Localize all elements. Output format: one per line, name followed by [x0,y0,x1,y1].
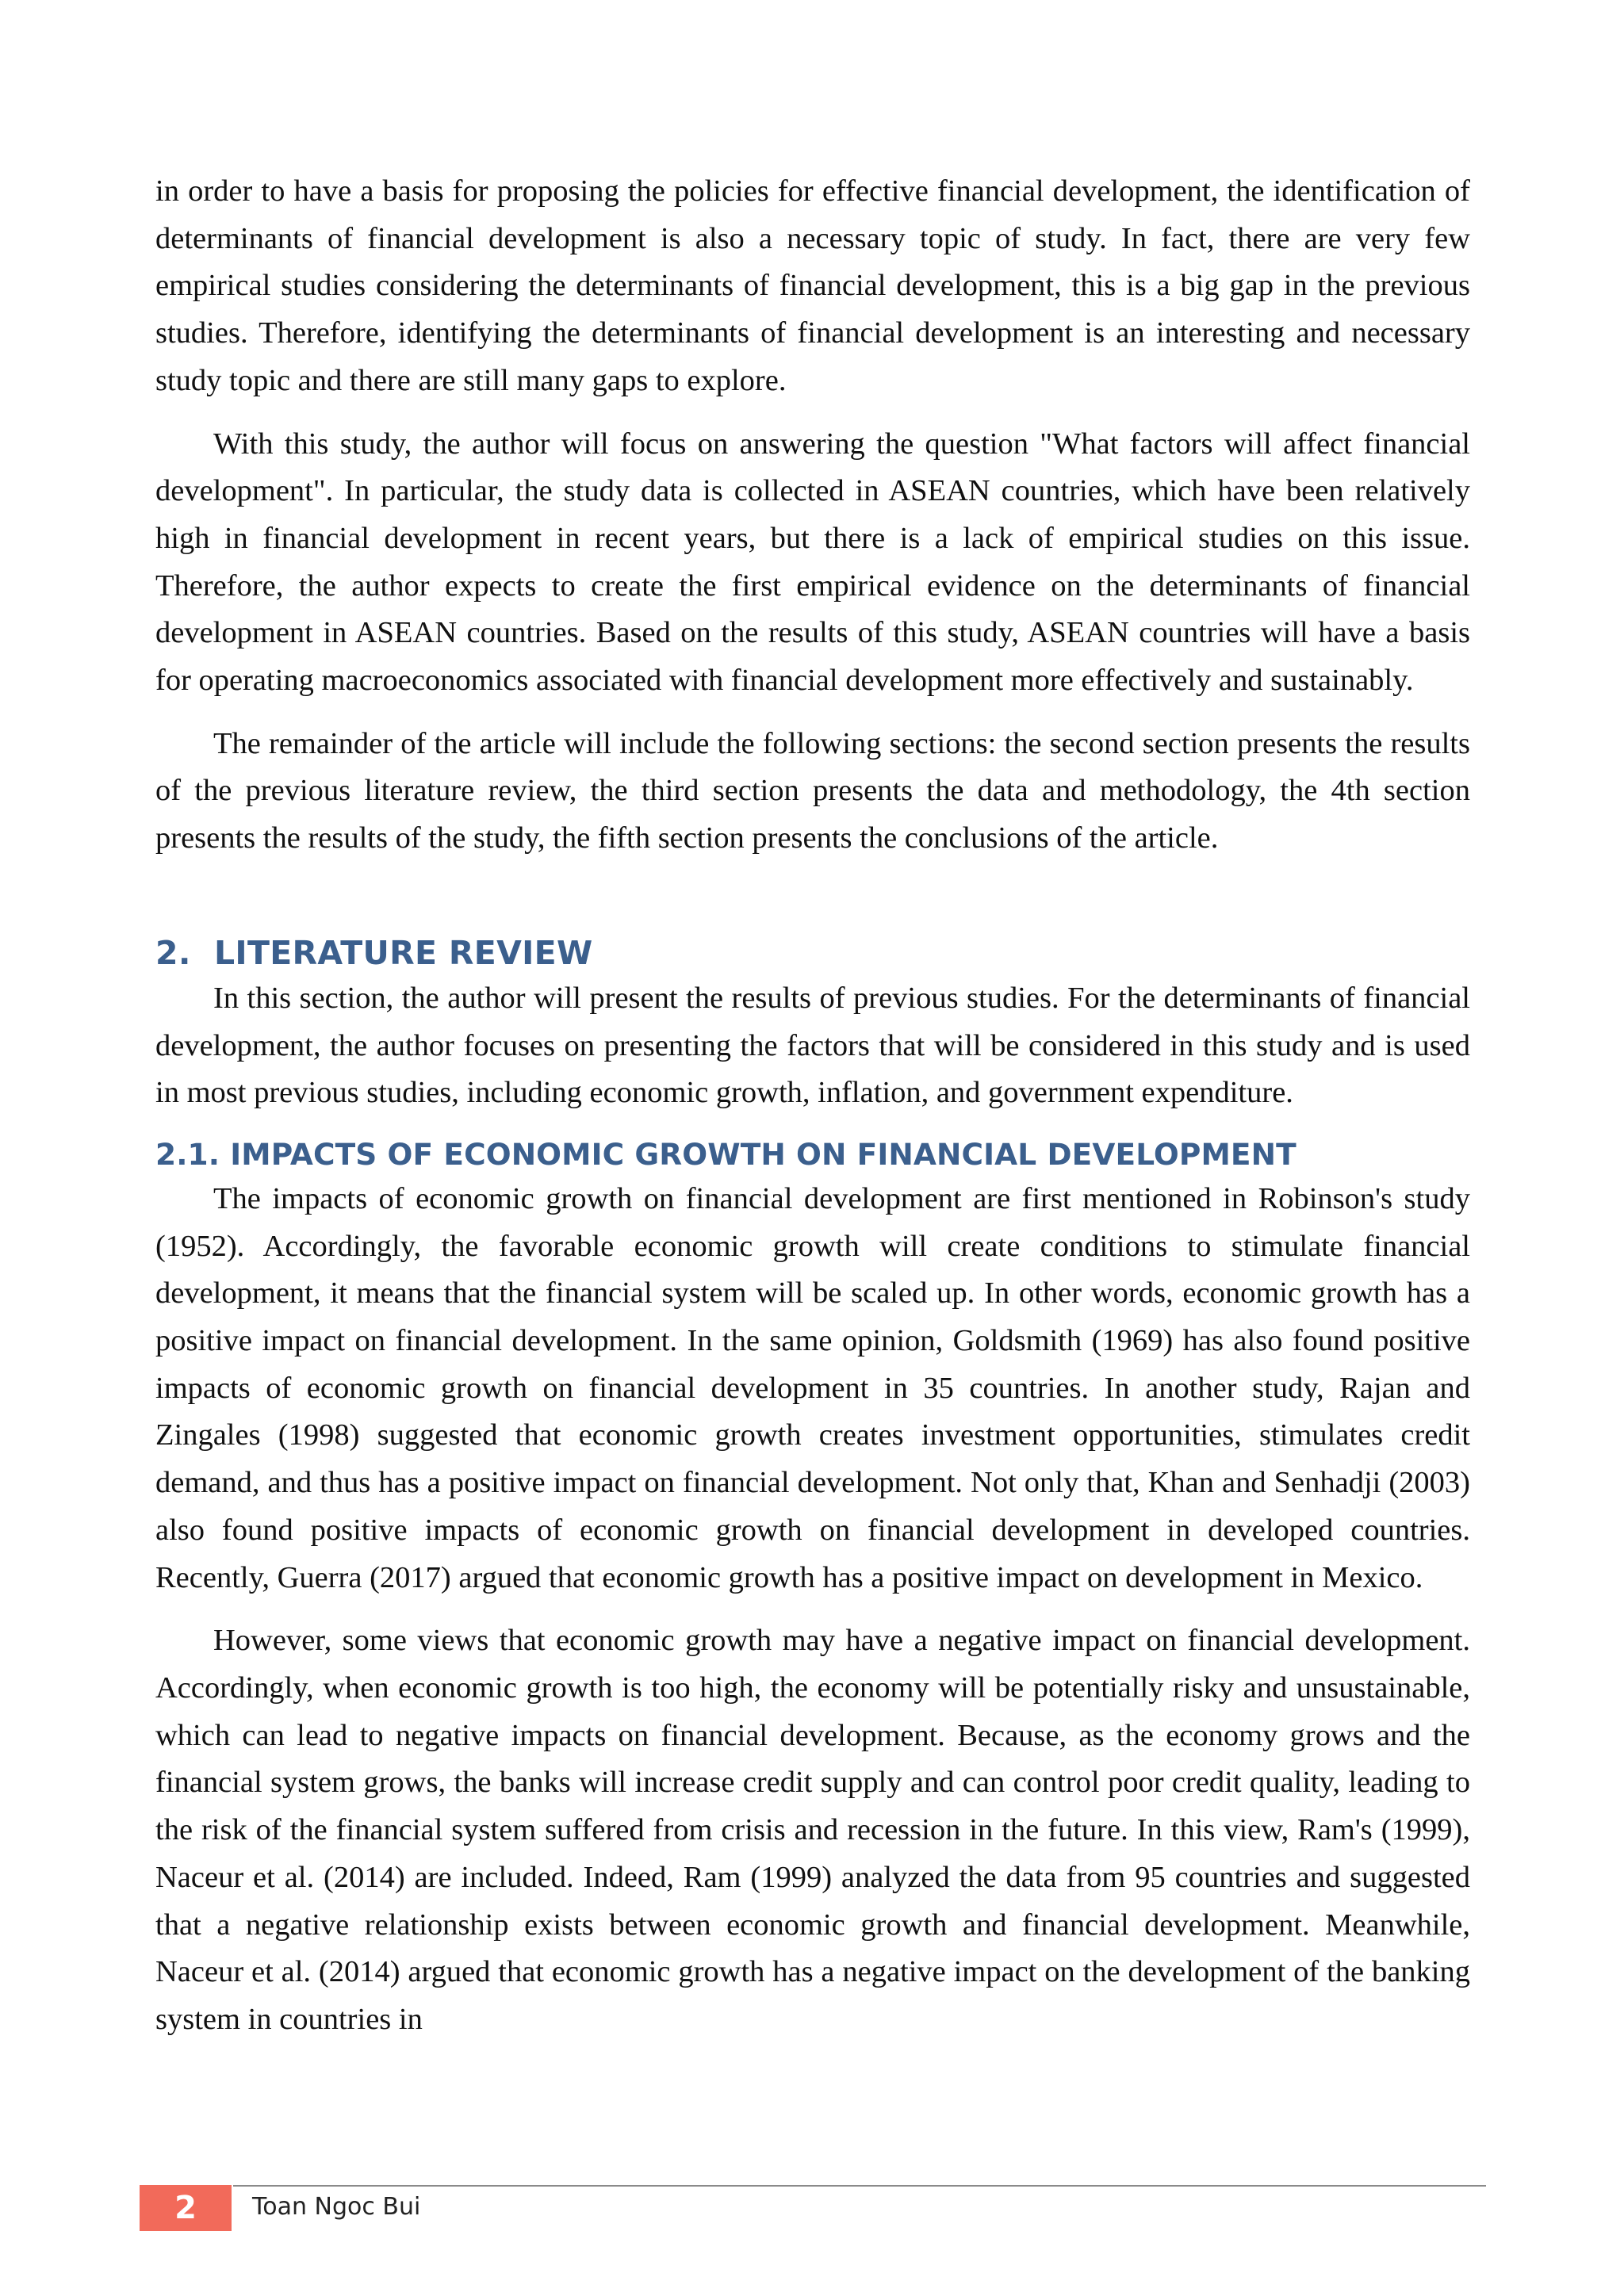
subsection-paragraph-2: However, some views that economic growth may have a negative impact on financial development. Accordingly, when economic growth is too high, the economy will be potentially risky and unsustainable, which can lead to negative impacts on financial development. Because, as the economy grows and the financial system grows, the banks will increase credit supply and can control poor credit quality, leading to the risk of the financial system suffered from crisis and recession in the future. In this view, Ram's (1999), Naceur et al. (2014) are included. Indeed, Ram (1999) analyzed the data from 95 countries and suggested that a negative relationship exists between economic growth and financial development. Meanwhile, Naceur et al. (2014) argued that economic growth has a negative impact on the development of the banking system in countries in [155,1624,1470,2036]
footer-author: Toan Ngoc Bui [252,2193,421,2221]
intro-paragraph-2: With this study, the author will focus on answering the question "What factors will affect financial development". In particular, the study data is collected in ASEAN countries, which have been relatively high in financial development in recent years, but there is a lack of empirical studies on this issue. Therefore, the author expects to create the first empirical evidence on the determinants of financial development in ASEAN countries. Based on the results of this study, ASEAN countries will have a basis for operating macroeconomics associated with financial development more effectively and sustainably. [155,427,1470,698]
subsection-paragraph-1: The impacts of economic growth on financial development are first mentioned in Robinson's study (1952). Accordingly, the favorable economic growth will create conditions to stimulate financial development, it means that the financial system will be scaled up. In other words, economic growth has a positive impact on financial development. In the same opinion, Goldsmith (1969) has also found positive impacts of economic growth on financial development in 35 countries. In another study, Rajan and Zingales (1998) suggested that economic growth creates investment opportunities, stimulates credit demand, and thus has a positive impact on financial development. Not only that, Khan and Senhadji (2003) also found positive impacts of economic growth on financial development in developed countries. Recently, Guerra (2017) argued that economic growth has a positive impact on development in Mexico. [155,1181,1470,1594]
intro-paragraph-3: The remainder of the article will include the following sections: the second section presents the results of the previous literature review, the third section presents the data and methodology, the 4th section presents the results of the study, the fifth section presents the conclusions of the article. [155,726,1470,855]
page-number-badge: 2 [140,2185,232,2231]
section-heading-literature-review [155,931,1470,975]
footer-divider [233,2185,1486,2187]
intro-paragraph-1: in order to have a basis for proposing the policies for effective financial development, the identification of determinants of financial development is also a necessary topic of study. In fact, there are very few empirical studies considering the determinants of financial development, this is a big gap in the previous studies. Therefore, identifying the determinants of financial development is an interesting and necessary study topic and there are still many gaps to explore. [155,174,1470,397]
page-content [155,168,1470,2060]
page-footer [140,2185,1486,2231]
section-number: 2. [155,933,191,972]
section-title: LITERATURE REVIEW [214,933,593,972]
subsection-heading-economic-growth: 2.1. IMPACTS OF ECONOMIC GROWTH ON FINANCIAL DEVELOPMENT [155,1136,1297,1172]
section2-paragraph: In this section, the author will present the results of previous studies. For the determinants of financial development, the author focuses on presenting the factors that will be considered in this study and is used in most previous studies, including economic growth, inflation, and government expenditure. [155,981,1470,1110]
